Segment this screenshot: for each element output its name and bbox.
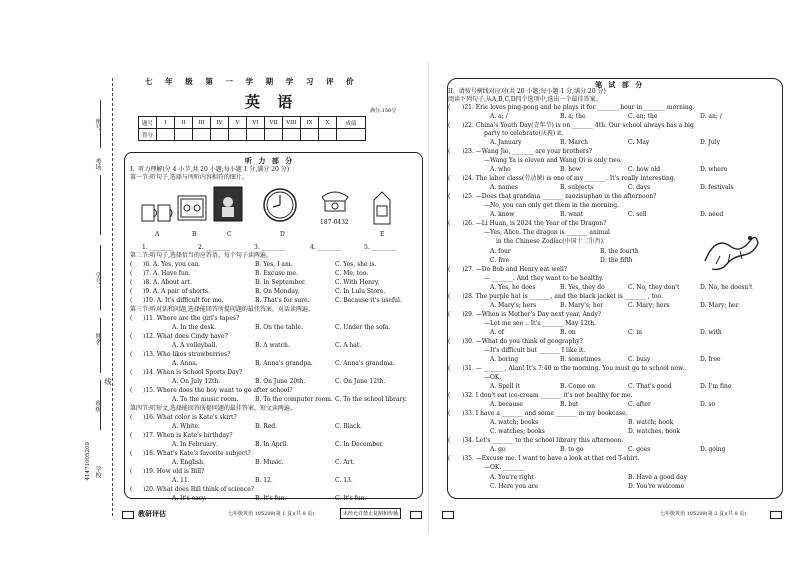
- option-c: C. in: [628, 329, 642, 336]
- question-line: —OK. _______: [484, 464, 525, 471]
- option-b: B. In September.: [255, 279, 307, 286]
- option-b: B. On Monday.: [255, 288, 300, 295]
- sidebar-label-class: 班级: [94, 400, 101, 412]
- score-table-header-row: [139, 117, 366, 129]
- option-d: D. July: [700, 139, 720, 146]
- listening-section-title: 听 力 部 分: [245, 156, 295, 165]
- option-b: B. That's for sure.: [255, 297, 310, 304]
- written-section-title: 笔 试 部 分: [595, 80, 645, 89]
- poster-icon: [213, 186, 243, 222]
- written-part-subtitle: 阅读下列句子,从A,B,C,D四个选项中,选出一个最佳答案。: [448, 96, 602, 103]
- question-line: )18. What's Kate's favorite subject?: [143, 450, 251, 457]
- footer-page-left: 七年级英语 105209(第 1 页)(共 8 页): [228, 511, 315, 517]
- option-a: A. January: [490, 139, 522, 146]
- question-line: )34. Let's _______ to the school library this afternoon.: [462, 437, 624, 444]
- option-b: B. Have a good day: [628, 474, 687, 481]
- sidebar-label-school: 学校: [94, 466, 101, 478]
- option-b: B. Excuse me.: [255, 270, 298, 277]
- sidebar-label-seat: 座号: [94, 118, 101, 130]
- option-a: A. In February.: [172, 441, 218, 448]
- question-line: )19. How old is Bill?: [143, 468, 205, 475]
- option-c: C. Yes, she is.: [335, 261, 377, 268]
- option-c: C. how old: [628, 166, 661, 173]
- answer-blank-4[interactable]: 4. ________: [310, 244, 342, 251]
- option-c: C. an; the: [628, 113, 658, 120]
- sidebar-blank-class: [100, 380, 101, 430]
- option-d: D. free: [700, 356, 721, 363]
- question-line: )9. A. A pair of shorts.: [143, 288, 211, 295]
- score-blank: [175, 129, 193, 141]
- question-line: —No, you can only get them in the morning.: [484, 202, 619, 209]
- score-cell: VIII: [283, 117, 301, 129]
- option-b: B. Music.: [255, 459, 284, 466]
- picture-label-b: B: [192, 231, 197, 238]
- option-b: B. Yes, they do: [560, 284, 605, 291]
- question-line: )17. When is Kate's birthday?: [143, 432, 233, 439]
- question-line: )20. What does Bill think of science?: [143, 486, 255, 493]
- question-line: —It's difficult but _______ I like it.: [484, 347, 586, 354]
- option-c: C. With Henry.: [335, 279, 380, 286]
- option-b: B. In April.: [255, 441, 289, 448]
- score-cell: VI: [247, 117, 265, 129]
- question-line: )16. What color is Kate's skirt?: [143, 414, 237, 421]
- option-c: C. That's good: [628, 383, 672, 390]
- picture-label-e: E: [380, 231, 385, 238]
- milk-carton-icon: [370, 190, 394, 226]
- answer-blank-5[interactable]: 5. ________: [364, 244, 396, 251]
- question-line: )28. The purple hat is _______, and the black jacket is _______ , too.: [462, 293, 663, 300]
- option-c: C. In December.: [335, 441, 384, 448]
- option-a: A. In the desk.: [172, 324, 217, 331]
- question-line: )6. A. Yes, you can.: [143, 261, 201, 268]
- question-line: )26. —Li Huan, is 2024 the Year of the Dragon?: [462, 220, 607, 227]
- phone-number: 187-0432: [320, 219, 349, 226]
- option-b: B. March: [560, 139, 589, 146]
- option-a: A. A volleyball.: [172, 342, 218, 349]
- mugs-icon: [140, 195, 174, 229]
- question-line: )21. Eric loves ping-pong and he plays it for _______ hour in _______ morning.: [462, 104, 695, 111]
- option-a: A. because: [490, 401, 523, 408]
- option-d: D. Mary; her: [700, 302, 739, 309]
- question-line: —OK.: [484, 374, 502, 381]
- option-a: A. You're right: [490, 474, 534, 481]
- part3-title: 第三节:听对话和问题,选择能回答所提问题的最佳答案。对话读两遍。: [130, 306, 314, 313]
- option-b: B. On June 20th.: [255, 378, 306, 385]
- score-blank: [283, 129, 301, 141]
- binding-dashed-line: [112, 78, 113, 516]
- footer-copyright: 未经允许禁止复制和传播: [340, 508, 401, 519]
- sidebar-label-student-id: 学号: [94, 272, 101, 284]
- answer-blank-1[interactable]: 1. ________: [142, 244, 174, 251]
- question-line: —Wang Ya is eleven and Wang Qi is only two.: [484, 157, 622, 164]
- score-cell: IX: [301, 117, 319, 129]
- option-a: A. Mary's; hers: [490, 302, 537, 309]
- question-line: )25. —Does that grandma _______ zaozisuphao in the afternoon?: [462, 193, 657, 200]
- score-blank: [319, 129, 337, 141]
- question-line: )22. China's Youth Day(青年节) is on _______ 4th. Our school always has a big: [462, 122, 694, 129]
- footer-box-icon: [770, 511, 782, 519]
- option-c: C. In Lulu Store.: [335, 288, 386, 295]
- score-blank: [301, 129, 319, 141]
- score-cell: I: [157, 117, 175, 129]
- question-line: )30. —What do you think of geography?: [462, 338, 583, 345]
- score-blank: [247, 129, 265, 141]
- question-line: )11. Where are the girl's tapes?: [143, 315, 240, 322]
- option-b: B. Red.: [255, 423, 278, 430]
- question-line: )12. What does Cindy have?: [143, 333, 228, 340]
- score-table: [138, 116, 366, 141]
- question-line: )35. —Excuse me. I want to have a look at that red T-shirt.: [462, 455, 640, 462]
- picture-label-a: A: [155, 231, 160, 238]
- part4-title: 第四节:听短文,选择能回答所提问题的最佳答案。短文读两遍。: [130, 405, 296, 412]
- option-a: A. go: [490, 446, 506, 453]
- option-c: C. Black.: [335, 423, 362, 430]
- option-d: D. with: [700, 329, 722, 336]
- sidebar-blank-student-id: [100, 245, 101, 310]
- option-d: D. I'm fine: [700, 383, 732, 390]
- dragon-icon: [700, 226, 760, 276]
- telephone-icon: [318, 187, 352, 215]
- sidebar-blank-seat: [100, 100, 101, 148]
- sidebar-blank-name: [100, 318, 101, 373]
- binding-line-mark: 线: [104, 378, 112, 385]
- option-b: B. Come on: [560, 383, 596, 390]
- score-cell: II: [175, 117, 193, 129]
- score-cell: VII: [265, 117, 283, 129]
- option-c: C. Me, too.: [335, 270, 369, 277]
- full-marks: 满分:150分: [370, 108, 397, 114]
- score-blank: [193, 129, 211, 141]
- part1-subtitle: 第一节:听句子,选择与所听内容相符的图片。: [130, 174, 248, 181]
- option-a: A. Spell it: [490, 383, 520, 390]
- clock-icon: [262, 187, 298, 223]
- part2-title: 第二节:听句子,选择恰当的应答语。每个句子读两遍。: [130, 252, 272, 259]
- option-d: D. watches; book: [628, 428, 681, 435]
- question-line: )31. — _______, Alan! It's 7:40 in the morning. You must go to school now.: [462, 365, 685, 372]
- sidebar-label-room: 考场: [94, 158, 101, 170]
- option-d: D. so: [700, 401, 716, 408]
- option-a: A. Anna.: [172, 360, 198, 367]
- question-line: )24. The labor class(劳动课) is one of my _______. It's really interesting.: [462, 175, 676, 182]
- option-b: B. It's fun.: [255, 495, 287, 502]
- option-c: C. Mary; hers: [628, 302, 670, 309]
- option-d: D. need: [700, 211, 724, 218]
- option-d: D. going: [700, 446, 726, 453]
- option-c: C. To the school library.: [335, 396, 407, 403]
- question-line: — _______. And they want to be healthy.: [484, 275, 604, 282]
- option-b: B. how: [560, 166, 581, 173]
- score-cell: IV: [211, 117, 229, 129]
- option-c: C. Because it's useful.: [335, 297, 402, 304]
- option-c: C. It's fun.: [335, 495, 367, 502]
- option-a: A. Yes, he does: [490, 284, 536, 291]
- option-c: C. May: [628, 139, 650, 146]
- option-b: B. subjects: [560, 184, 594, 191]
- picture-label-c: C: [227, 231, 232, 238]
- option-c: C. goes: [628, 446, 651, 453]
- option-d: D. festivals: [700, 184, 734, 191]
- option-a: A. watch; books: [490, 419, 539, 426]
- question-line: in the Chinese Zodiac(中国十二生肖).: [496, 238, 605, 245]
- question-line: —Let me see .. It's _______ May 12th.: [484, 320, 596, 327]
- option-a: A. It's easy.: [172, 495, 207, 502]
- score-blank: [265, 129, 283, 141]
- option-d: D. where: [700, 166, 728, 173]
- option-c: C. No, they don't: [628, 284, 680, 291]
- footer-page-right: 七年级英语 105209(第 2 页)(共 8 页): [660, 511, 747, 517]
- written-part-title: II、请按号横线对应对(共 20 小题;每小题 1 分,满分 20 分): [448, 88, 606, 95]
- option-c: C. 13.: [335, 477, 353, 484]
- option-a: A. White.: [172, 423, 200, 430]
- page-divider: [428, 62, 429, 532]
- score-cell: 题号: [139, 117, 157, 129]
- question-line: )13. Who likes strawberries?: [143, 351, 231, 358]
- option-d: D. the fifth: [600, 257, 633, 264]
- score-cell: 得分: [139, 129, 157, 141]
- option-a: A. 11.: [172, 477, 190, 484]
- option-b: B. a; the: [560, 113, 586, 120]
- option-c: C. days: [628, 184, 651, 191]
- option-d: D. No, he doesn't: [700, 284, 753, 291]
- option-b: B. Mary's; her: [560, 302, 604, 309]
- option-c: C. sell: [628, 211, 647, 218]
- exam-header: 七 年 级 第 一 学 期 学 习 评 价: [145, 77, 359, 86]
- option-b: B. A watch.: [255, 342, 290, 349]
- answer-blank-2[interactable]: 2. ________: [198, 244, 230, 251]
- question-line: )27. —Do Bob and Henry eat well?: [462, 266, 568, 273]
- footer-box-icon: [442, 511, 454, 519]
- option-b: B. On the table.: [255, 324, 303, 331]
- footer-brand: 教研评估: [138, 509, 166, 518]
- option-d: D. You're welcome: [628, 483, 685, 490]
- score-cell: 成绩: [337, 117, 366, 129]
- question-line: )10. A. It's difficult for me.: [143, 297, 224, 304]
- option-c: C. Anna's grandma.: [335, 360, 395, 367]
- score-table-score-row: [139, 129, 366, 141]
- part1-title: I、听力理解(分 4 小节,共 20 小题;每小题 1 分,满分 20 分): [130, 166, 290, 173]
- option-a: A. of: [490, 329, 504, 336]
- option-a: A. know: [490, 211, 515, 218]
- score-blank: [229, 129, 247, 141]
- sidebar-blank-room: [100, 175, 101, 235]
- question-line: )33. I have a _______ and some _______ in my bookcase.: [462, 410, 628, 417]
- picture-label-d: D: [280, 231, 285, 238]
- option-b: B. To the computer room.: [255, 396, 333, 403]
- question-line: )14. When is School Sports Day?: [143, 369, 243, 376]
- footer-box-icon: [122, 511, 134, 519]
- option-c: C. watches; books: [490, 428, 545, 435]
- option-a: A. boring: [490, 356, 519, 363]
- option-b: B. watch; book: [628, 419, 674, 426]
- option-b: B. 12.: [255, 477, 273, 484]
- option-a: A. who: [490, 166, 511, 173]
- question-line: )8. A. About art.: [143, 279, 192, 286]
- answer-blank-3[interactable]: 3. ________: [254, 244, 286, 251]
- option-c: C. after: [628, 401, 651, 408]
- score-blank: [337, 129, 366, 141]
- option-c: C. A hat.: [335, 342, 362, 349]
- subject-title: 英 语: [245, 93, 299, 111]
- footer-box-icon: [410, 511, 422, 519]
- score-cell: X: [319, 117, 337, 129]
- option-a: A. To the music room.: [172, 396, 239, 403]
- sidebar-code: 41471005209: [85, 442, 91, 481]
- option-c: C. five: [490, 257, 510, 264]
- score-blank: [157, 129, 175, 141]
- option-b: B. the fourth: [600, 248, 639, 255]
- option-a: A. English.: [172, 459, 205, 466]
- option-a: A. four: [490, 248, 511, 255]
- option-a: A. On July 12th.: [172, 378, 221, 385]
- question-line: )15. Where does the boy want to go after school?: [143, 387, 293, 394]
- sidebar-label-name: 姓名: [94, 333, 101, 345]
- score-blank: [211, 129, 229, 141]
- option-d: D. an; /: [700, 113, 722, 120]
- option-b: B. Anna's grandpa.: [255, 360, 313, 367]
- score-cell: III: [193, 117, 211, 129]
- option-a: A. a; /: [490, 113, 508, 120]
- question-line: )29. —When is Mother's Day next year, Andy?: [462, 311, 602, 318]
- tapes-icon: [175, 192, 209, 226]
- question-line: )7. A. Have fun.: [143, 270, 191, 277]
- option-c: C. Under the sofa.: [335, 324, 391, 331]
- option-b: B. Yes, I am.: [255, 261, 293, 268]
- option-c: C. Here you are: [490, 483, 539, 490]
- option-b: B. but: [560, 401, 579, 408]
- question-line: )32. I don't eat ice-cream _______ it's not healthy for me.: [462, 392, 633, 399]
- question-line: —Yes, Alice. The dragon is _______ animal: [484, 229, 610, 236]
- question-line: party to celebrate(庆祝) it.: [484, 130, 564, 137]
- option-b: B. want: [560, 211, 584, 218]
- option-b: B. on: [560, 329, 576, 336]
- option-b: B. to go: [560, 446, 584, 453]
- option-c: C. Art.: [335, 459, 355, 466]
- question-line: )23. —Wang Jie, _______ are your brothers?: [462, 148, 593, 155]
- option-b: B. sometimes: [560, 356, 601, 363]
- option-c: C. On June 12th.: [335, 378, 386, 385]
- option-c: C. busy: [628, 356, 651, 363]
- option-a: A. names: [490, 184, 518, 191]
- score-cell: V: [229, 117, 247, 129]
